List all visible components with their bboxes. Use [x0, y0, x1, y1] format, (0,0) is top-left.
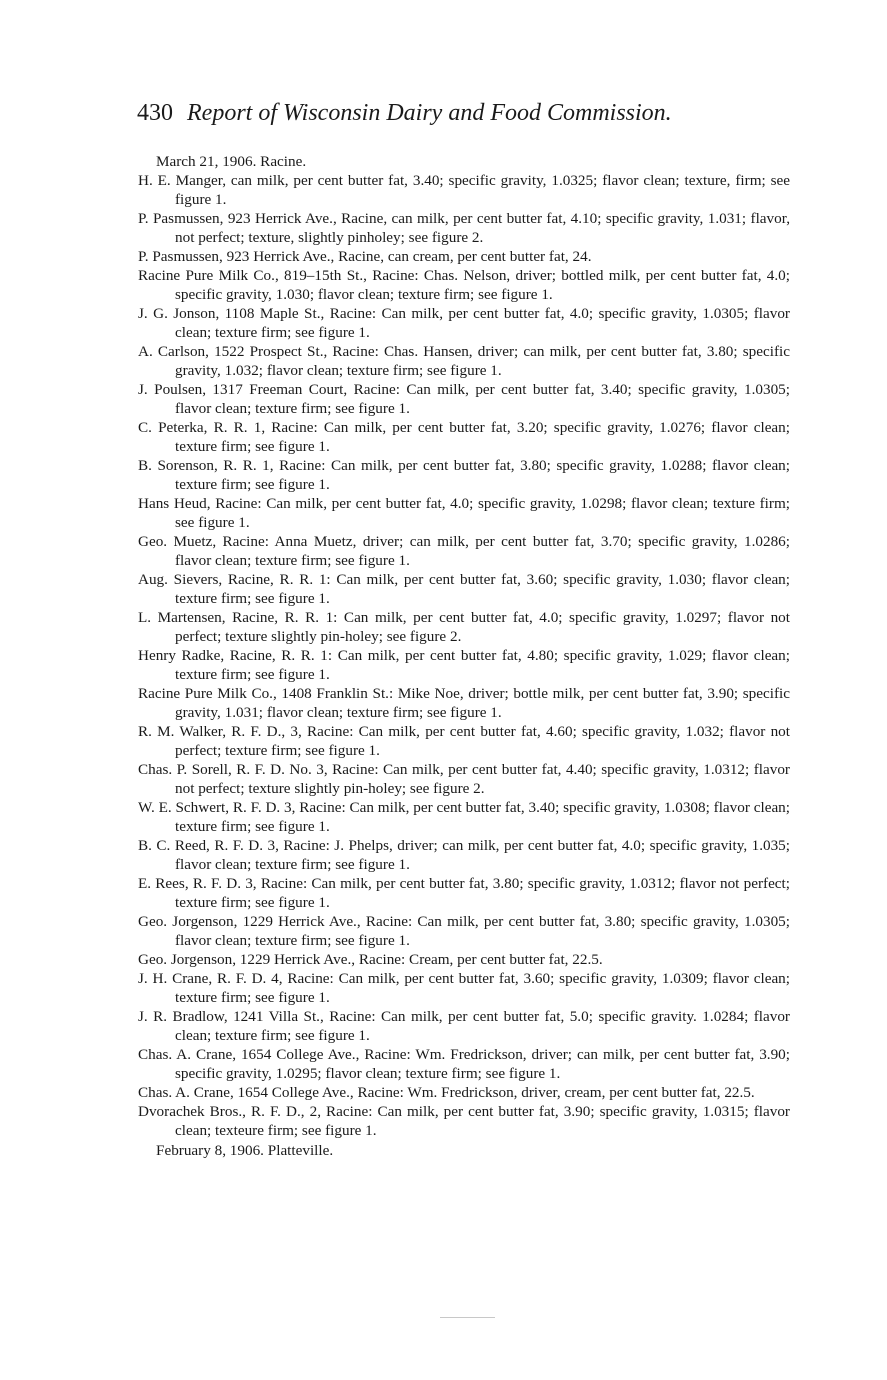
- entry-jonson: J. G. Jonson, 1108 Maple St., Racine: Can milk, per cent butter fat, 4.0; specific gravity, 1.0305; flavor clean; texture firm; see figure 1.: [138, 305, 790, 341]
- entry-heud: Hans Heud, Racine: Can milk, per cent butter fat, 4.0; specific gravity, 1.0298; flavor clean; texture firm; see figure 1.: [138, 495, 790, 531]
- entry-jh-crane: J. H. Crane, R. F. D. 4, Racine: Can milk, per cent butter fat, 3.60; specific gravity, 1.0309; flavor clean; texture firm; see figure 1.: [138, 970, 790, 1006]
- entry-radke: Henry Radke, Racine, R. R. 1: Can milk, per cent butter fat, 4.80; specific gravity, 1.029; flavor clean; texture firm; see figure 1.: [138, 647, 790, 683]
- entry-reed: B. C. Reed, R. F. D. 3, Racine: J. Phelps, driver; can milk, per cent butter fat, 4.0; specific gravity, 1.035; flavor clean; texture firm; see figure 1.: [138, 837, 790, 873]
- entry-sievers: Aug. Sievers, Racine, R. R. 1: Can milk, per cent butter fat, 3.60; specific gravity, 1.030; flavor clean; texture firm; see figure 1.: [138, 571, 790, 607]
- entry-chas-crane-cream: Chas. A. Crane, 1654 College Ave., Racine: Wm. Fredrickson, driver, cream, per cent butter fat, 22.5.: [138, 1084, 755, 1101]
- entry-racine-pure-milk-2: Racine Pure Milk Co., 1408 Franklin St.: Mike Noe, driver; bottle milk, per cent butter fat, 3.90; specific gravity, 1.031; flavor clean; texture firm; see figure 1.: [138, 685, 790, 721]
- entry-rees: E. Rees, R. F. D. 3, Racine: Can milk, per cent butter fat, 3.80; specific gravity, 1.0312; flavor not perfect; texture firm; see figure 1.: [138, 875, 790, 911]
- dateline-top: March 21, 1906. Racine.: [156, 153, 307, 170]
- entry-carlson: A. Carlson, 1522 Prospect St., Racine: Chas. Hansen, driver; can milk, per cent butter fat, 3.80; specific gravity, 1.032; flavor clean; texture firm; see figure 1.: [138, 343, 790, 379]
- entry-bradlow: J. R. Bradlow, 1241 Villa St., Racine: Can milk, per cent butter fat, 5.0; specific gravity. 1.0284; flavor clean; texture firm; see figure 1.: [138, 1008, 790, 1044]
- entry-martensen: L. Martensen, Racine, R. R. 1: Can milk, per cent butter fat, 4.0; specific gravity, 1.0297; flavor not perfect; texture slightly pin-holey; see figure 2.: [138, 609, 790, 645]
- page-header: [137, 100, 672, 127]
- entry-poulsen: J. Poulsen, 1317 Freeman Court, Racine: Can milk, per cent butter fat, 3.40; specific gravity, 1.0305; flavor clean; texture firm; see figure 1.: [138, 381, 790, 417]
- entry-muetz: Geo. Muetz, Racine: Anna Muetz, driver; can milk, per cent butter fat, 3.70; specific gravity, 1.0286; flavor clean; texture firm; see figure 1.: [138, 533, 790, 569]
- page-number: 430: [137, 100, 173, 126]
- entry-schwert: W. E. Schwert, R. F. D. 3, Racine: Can milk, per cent butter fat, 3.40; specific gravity, 1.0308; flavor clean; texture firm; see figure 1.: [138, 799, 790, 835]
- entry-manger: H. E. Manger, can milk, per cent butter fat, 3.40; specific gravity, 1.0325; flavor clean; texture, firm; see figure 1.: [138, 172, 790, 208]
- entry-chas-crane-milk: Chas. A. Crane, 1654 College Ave., Racine: Wm. Fredrickson, driver; can milk, per cent butter fat, 3.90; specific gravity, 1.0295; flavor clean; texture firm; see figure 1.: [138, 1046, 790, 1082]
- entry-jorgenson-cream: Geo. Jorgenson, 1229 Herrick Ave., Racine: Cream, per cent butter fat, 22.5.: [138, 951, 603, 968]
- footer-divider: [440, 1317, 495, 1318]
- entry-sorell: Chas. P. Sorell, R. F. D. No. 3, Racine: Can milk, per cent butter fat, 4.40; specific gravity, 1.0312; flavor not perfect; texture slightly pin-holey; see figure 2.: [138, 761, 790, 797]
- entry-pasmussen-milk: P. Pasmussen, 923 Herrick Ave., Racine, can milk, per cent butter fat, 4.10; specific gravity, 1.031; flavor, not perfect; texture, slightly pinholey; see figure 2.: [138, 210, 790, 246]
- entry-racine-pure-milk-1: Racine Pure Milk Co., 819–15th St., Racine: Chas. Nelson, driver; bottled milk, per cent butter fat, 4.0; specific gravity, 1.030; flavor clean; texture firm; see figure 1.: [138, 267, 790, 303]
- entry-pasmussen-cream: P. Pasmussen, 923 Herrick Ave., Racine, can cream, per cent butter fat, 24.: [138, 248, 592, 265]
- report-body: [138, 152, 790, 1160]
- entry-dvorachek: Dvorachek Bros., R. F. D., 2, Racine: Can milk, per cent butter fat, 3.90; specific gravity, 1.0315; flavor clean; texteure firm; see figure 1.: [138, 1103, 790, 1139]
- entry-walker: R. M. Walker, R. F. D., 3, Racine: Can milk, per cent butter fat, 4.60; specific gravity, 1.032; flavor not perfect; texture firm; see figure 1.: [138, 723, 790, 759]
- running-title: Report of Wisconsin Dairy and Food Commission.: [187, 100, 672, 126]
- entry-jorgenson-milk: Geo. Jorgenson, 1229 Herrick Ave., Racine: Can milk, per cent butter fat, 3.80; specific gravity, 1.0305; flavor clean; texture firm; see figure 1.: [138, 913, 790, 949]
- dateline-bottom: February 8, 1906. Platteville.: [156, 1142, 334, 1159]
- entry-sorenson: B. Sorenson, R. R. 1, Racine: Can milk, per cent butter fat, 3.80; specific gravity, 1.0288; flavor clean; texture firm; see figure 1.: [138, 457, 790, 493]
- entry-peterka: C. Peterka, R. R. 1, Racine: Can milk, per cent butter fat, 3.20; specific gravity, 1.0276; flavor clean; texture firm; see figure 1.: [138, 419, 790, 455]
